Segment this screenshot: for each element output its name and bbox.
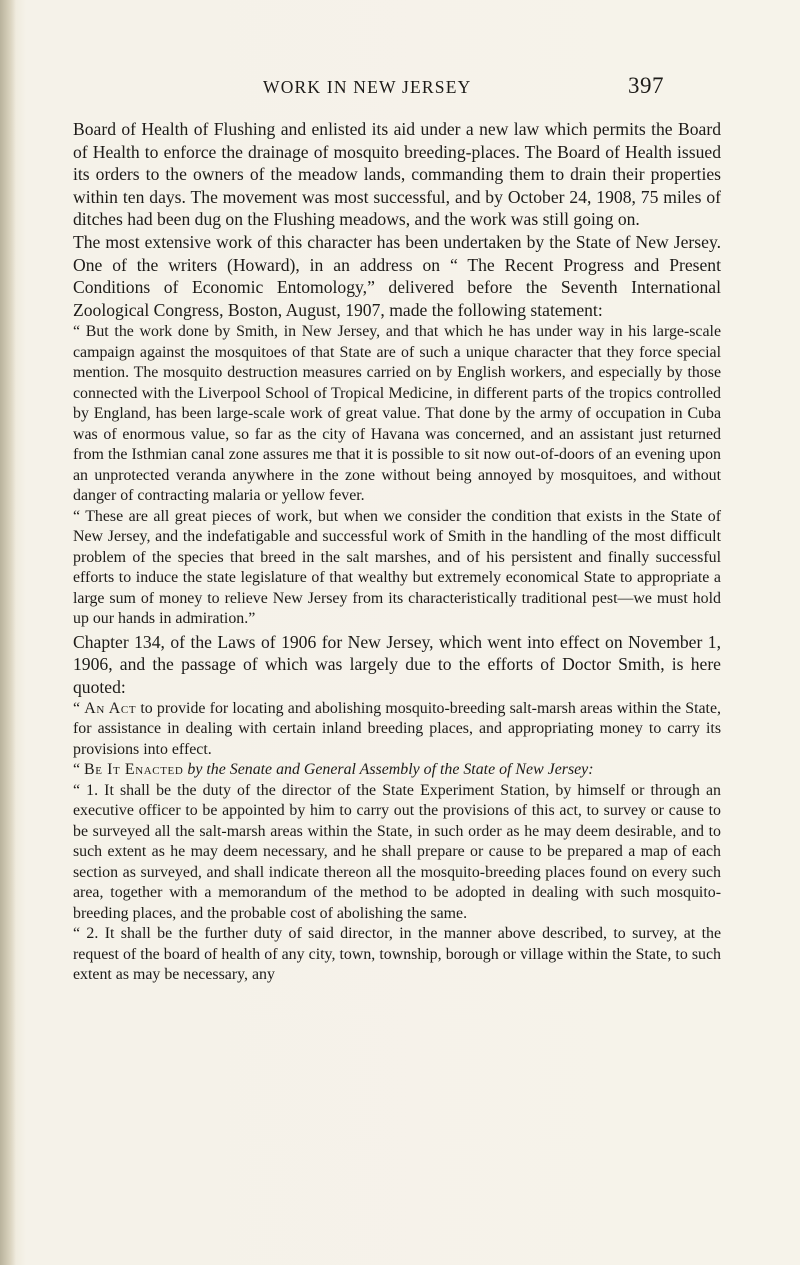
paragraph-flushing: Board of Health of Flushing and enlisted its aid under a new law which permits the Board of Health to enforce the drainage of mosquito breeding-places. The Board of Health issued its orders to the owners of the meadow lands, commanding them to drain their properties within ten days. The movement was most successful, and by October 24, 1908, 75 miles of ditches had been dug on the Flushing meadows, and the work was still going on. (73, 119, 721, 230)
section-1: “ 1. It shall be the duty of the director of the State Experiment Station, by himself or through an executive officer to be appointed by him to carry out the provisions of this act, to survey or cause to be surveyed all the salt-marsh areas within the State, in such order as he may deem desirable, and to such extent as he may deem necessary, and he shall prepare or cause to be prepared a map of each section as surveyed, and shall indicate thereon all the mosquito-breeding places found on every such area, together with a memorandum of the method to be adopted in dealing with such mosquito-breeding places, and the probable cost of abolishing the same. (73, 781, 721, 922)
binding-shadow (0, 0, 16, 1265)
enact-italic: by the Senate and General Assembly of the State of New Jersey: (183, 761, 594, 779)
page-number: 397 (628, 73, 664, 98)
act-open-quote: “ (73, 699, 85, 717)
quote-smith-work: “ But the work done by Smith, in New Jersey, and that which he has under way in his large-scale campaign against the mosquitoes of that State are of such a unique character that they force special mention. The mosquito destruction measures carried on by English workers, and especially by those connected with the Liverpool School of Tropical Medicine, in different parts of the tropics controlled by England, has been large-scale work of great value. That done by the army of occupation in Cuba was of enormous value, so far as the city of Havana was concerned, and an assistant just returned from the Isthmian canal zone assures me that it is possible to sit now out-of-doors of an evening upon an unprotected veranda anywhere in the zone without being annoyed by mosquitoes, and without danger of contracting malaria or yellow fever. (73, 323, 721, 505)
act-title-smallcaps: An Act (84, 699, 137, 717)
act-title-text: to provide for locating and abolishing mosquito-breeding salt-marsh areas within the State, for assistance in dealing with certain inland breeding places, and appropriating money to carry its provisions into effect. (73, 699, 721, 758)
enact-smallcaps: Be It Enacted (84, 761, 184, 779)
paragraph-chapter-134: Chapter 134, of the Laws of 1906 for New Jersey, which went into effect on November 1, 1906, and the passage of which was largely due to the efforts of Doctor Smith, is here quoted: (73, 631, 721, 698)
body-text (73, 118, 721, 986)
quote-great-pieces: “ These are all great pieces of work, but when we consider the condition that exists in the State of New Jersey, and the indefatigable and successful work of Smith in the handling of the most difficult problem of the species that breed in the salt marshes, and of his persistent and finally successful efforts to induce the state legislature of that wealthy but extremely economical State to appropriate a large sum of money to relieve New Jersey from its characteristically traditional pest—we must hold up our hands in admiration.” (73, 507, 721, 628)
running-head: WORK IN NEW JERSEY (263, 77, 472, 97)
act-title (73, 699, 721, 761)
enact-open-quote: “ (73, 761, 85, 779)
enacting-clause (73, 760, 721, 781)
section-2: “ 2. It shall be the further duty of said director, in the manner above described, to survey, at the request of the board of health of any city, town, township, borough or village within the State, to such extent as may be necessary, any (73, 925, 721, 984)
page-header (0, 73, 800, 103)
paragraph-new-jersey-work: The most extensive work of this character has been undertaken by the State of New Jersey. One of the writers (Howard), in an address on “ The Recent Progress and Present Conditions of Economic Entomology,” delivered before the Seventh International Zoological Congress, Boston, August, 1907, made the following statement: (73, 231, 721, 320)
